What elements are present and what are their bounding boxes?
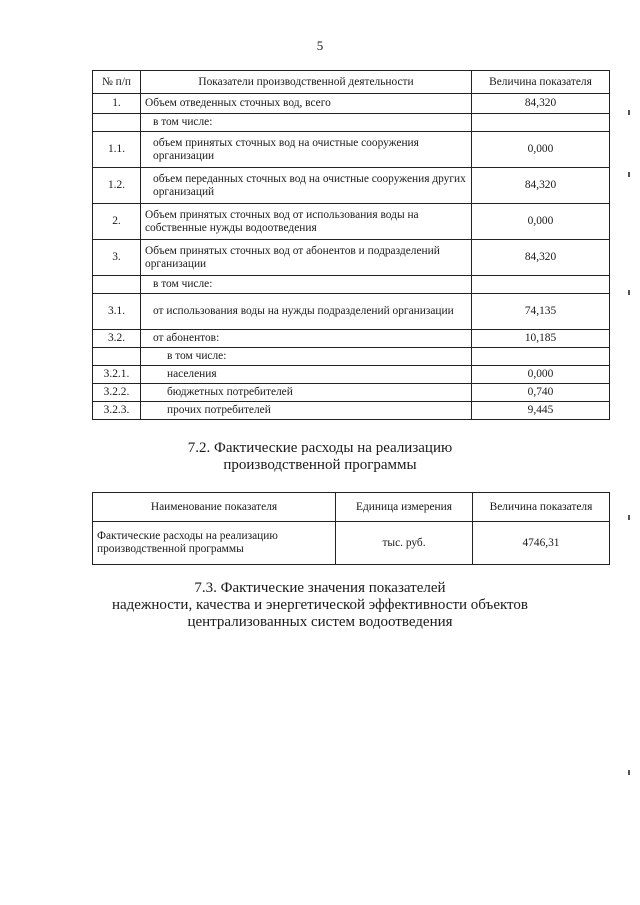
row-number: 1.1. — [93, 132, 141, 168]
section-7-3-line3: централизованных систем водоотведения — [187, 614, 453, 630]
row-value: 84,320 — [472, 94, 610, 114]
row-value — [472, 276, 610, 294]
row-value: 10,185 — [472, 330, 610, 348]
row-value: 0,000 — [472, 132, 610, 168]
table-row — [93, 94, 610, 114]
expense-name: Фактические расходы на реализацию производственной программы — [93, 522, 336, 565]
row-value: 0,000 — [472, 366, 610, 384]
row-number: 3.1. — [93, 294, 141, 330]
row-number: 1. — [93, 94, 141, 114]
row-number — [93, 348, 141, 366]
row-indicator: в том числе: — [141, 114, 472, 132]
table-row — [93, 384, 610, 402]
header-indicator-name: Наименование показателя — [93, 493, 336, 522]
row-indicator: Объем отведенных сточных вод, всего — [141, 94, 472, 114]
row-indicator: в том числе: — [141, 276, 472, 294]
row-number: 3.2.3. — [93, 402, 141, 420]
scan-mark — [628, 515, 630, 520]
row-indicator: прочих потребителей — [141, 402, 472, 420]
row-value: 0,740 — [472, 384, 610, 402]
table-row — [93, 114, 610, 132]
expense-value: 4746,31 — [473, 522, 610, 565]
table-row — [93, 366, 610, 384]
header-value: Величина показателя — [473, 493, 610, 522]
row-indicator: объем переданных сточных вод на очистные сооружения других организаций — [141, 168, 472, 204]
header-indicator: Показатели производственной деятельности — [141, 71, 472, 94]
header-value: Величина показателя — [472, 71, 610, 94]
table-row — [93, 330, 610, 348]
row-value: 9,445 — [472, 402, 610, 420]
table-header-row — [93, 71, 610, 94]
row-value: 84,320 — [472, 240, 610, 276]
section-7-2-line1: 7.2. Фактические расходы на реализацию — [187, 440, 453, 456]
row-value: 84,320 — [472, 168, 610, 204]
section-7-2-line2: производственной программы — [223, 457, 417, 473]
table-row — [93, 294, 610, 330]
expense-unit: тыс. руб. — [336, 522, 473, 565]
row-indicator: от использования воды на нужды подразделений организации — [141, 294, 472, 330]
row-indicator: бюджетных потребителей — [141, 384, 472, 402]
scan-mark — [628, 110, 630, 115]
row-indicator: от абонентов: — [141, 330, 472, 348]
row-value: 0,000 — [472, 204, 610, 240]
row-number — [93, 276, 141, 294]
table-row — [93, 276, 610, 294]
scan-mark — [628, 770, 630, 775]
table-row — [93, 204, 610, 240]
row-indicator: населения — [141, 366, 472, 384]
row-value — [472, 348, 610, 366]
row-indicator: в том числе: — [141, 348, 472, 366]
table-row — [93, 168, 610, 204]
row-number: 2. — [93, 204, 141, 240]
row-indicator: Объем принятых сточных вод от использования воды на собственные нужды водоотведения — [141, 204, 472, 240]
page-number: 5 — [316, 38, 324, 53]
section-7-2-heading — [0, 440, 640, 474]
table-row — [93, 240, 610, 276]
production-indicators-table — [92, 70, 610, 420]
header-number: № п/п — [93, 71, 141, 94]
table-row — [93, 348, 610, 366]
section-7-3-heading — [0, 580, 640, 631]
header-unit: Единица измерения — [336, 493, 473, 522]
row-value: 74,135 — [472, 294, 610, 330]
row-number: 3.2. — [93, 330, 141, 348]
table-header-row — [93, 493, 610, 522]
actual-expenses-table — [92, 492, 610, 565]
row-indicator: объем принятых сточных вод на очистные сооружения организации — [141, 132, 472, 168]
section-7-3-line1: 7.3. Фактические значения показателей — [194, 580, 446, 596]
scan-mark — [628, 290, 630, 295]
row-indicator: Объем принятых сточных вод от абонентов и подразделений организации — [141, 240, 472, 276]
row-value — [472, 114, 610, 132]
table-row — [93, 522, 610, 565]
table-row — [93, 402, 610, 420]
row-number — [93, 114, 141, 132]
row-number: 3. — [93, 240, 141, 276]
table-row — [93, 132, 610, 168]
row-number: 1.2. — [93, 168, 141, 204]
section-7-3-line2: надежности, качества и энергетической эффективности объектов — [111, 597, 528, 613]
row-number: 3.2.1. — [93, 366, 141, 384]
scan-mark — [628, 172, 630, 177]
row-number: 3.2.2. — [93, 384, 141, 402]
